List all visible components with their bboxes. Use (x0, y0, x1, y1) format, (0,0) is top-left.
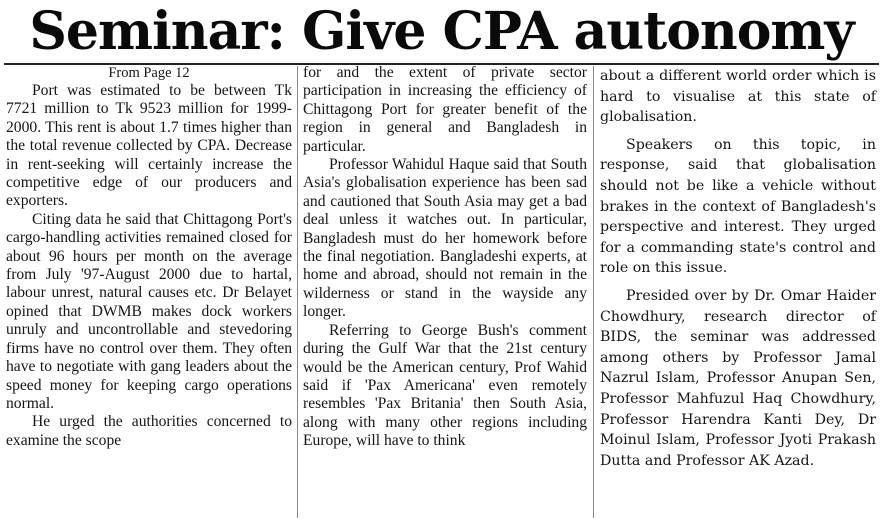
article-column-1 (6, 64, 292, 450)
continuation-kicker: From Page 12 (108, 65, 190, 81)
paragraph: about a different world order which is hard to visualise at this state of globalisation. (600, 68, 876, 126)
paragraph: Presided over by Dr. Omar Haider Chowdhury, research director of BIDS, the seminar was addressed among others by Professor Jamal Nazrul Islam, Professor Anupan Sen, Professor Mahfuzul Haq Chowdhury, Professor Harendra Kanti Dey, Dr Moinul Islam, Professor Jyoti Prakash Dutta and Professor AK Azad. (600, 287, 876, 469)
paragraph: He urged the authorities concerned to examine the scope (6, 413, 292, 449)
paragraph: Referring to George Bush's comment during the Gulf War that the 21st century would be the American century, Prof Wahid said if 'Pax Americana' even remotely resembles 'Pax Britania' then South Asia, along with many other regions including Europe, will have to think (303, 321, 587, 450)
headline: Seminar: Give CPA autonomy (29, 1, 854, 62)
paragraph: Speakers on this topic, in response, said that globalisation should not be like a vehicle without brakes in the context of Bangladesh's perspective and interest. They urged for a commanding state's control and role on this issue. (600, 136, 876, 277)
paragraph: for and the extent of private sector participation in increasing the efficiency of Chittagong Port for greater benefit of the region in general and Bangladesh in particular. (303, 64, 587, 155)
paragraph: Port was estimated to be between Tk 7721 million to Tk 9523 million for 1999-2000. This rent is about 1.7 times higher than the total revenue collected by CPA. Decrease in rent-seeking will certainly increase the competitive edge of our producers and exporters. (6, 82, 292, 210)
paragraph: Citing data he said that Chittagong Port's cargo-handling activities remained closed for about 96 hours per month on the average from July '97-August 2000 due to hartal, labour unrest, natural causes etc. Dr Belayet opined that DWMB makes dock workers unruly and uncontrollable and stevedoring firms have no control over them. They often have to negotiate with gang leaders about the speed money for keeping cargo operations normal. (6, 210, 292, 412)
article-column-2 (303, 64, 587, 451)
article-column-3 (600, 66, 876, 478)
paragraph: Professor Wahidul Haque said that South Asia's globalisation experience has been sad and cautioned that South Asia may get a bad deal unless it watches out. In particular, Bangladesh must do her homework before the final negotiation. Bangladeshi experts, at home and abroad, should not remain in the wilderness or stand in the wayside any longer. (303, 156, 587, 321)
column-divider-1 (297, 66, 298, 518)
column-divider-2 (593, 66, 594, 518)
